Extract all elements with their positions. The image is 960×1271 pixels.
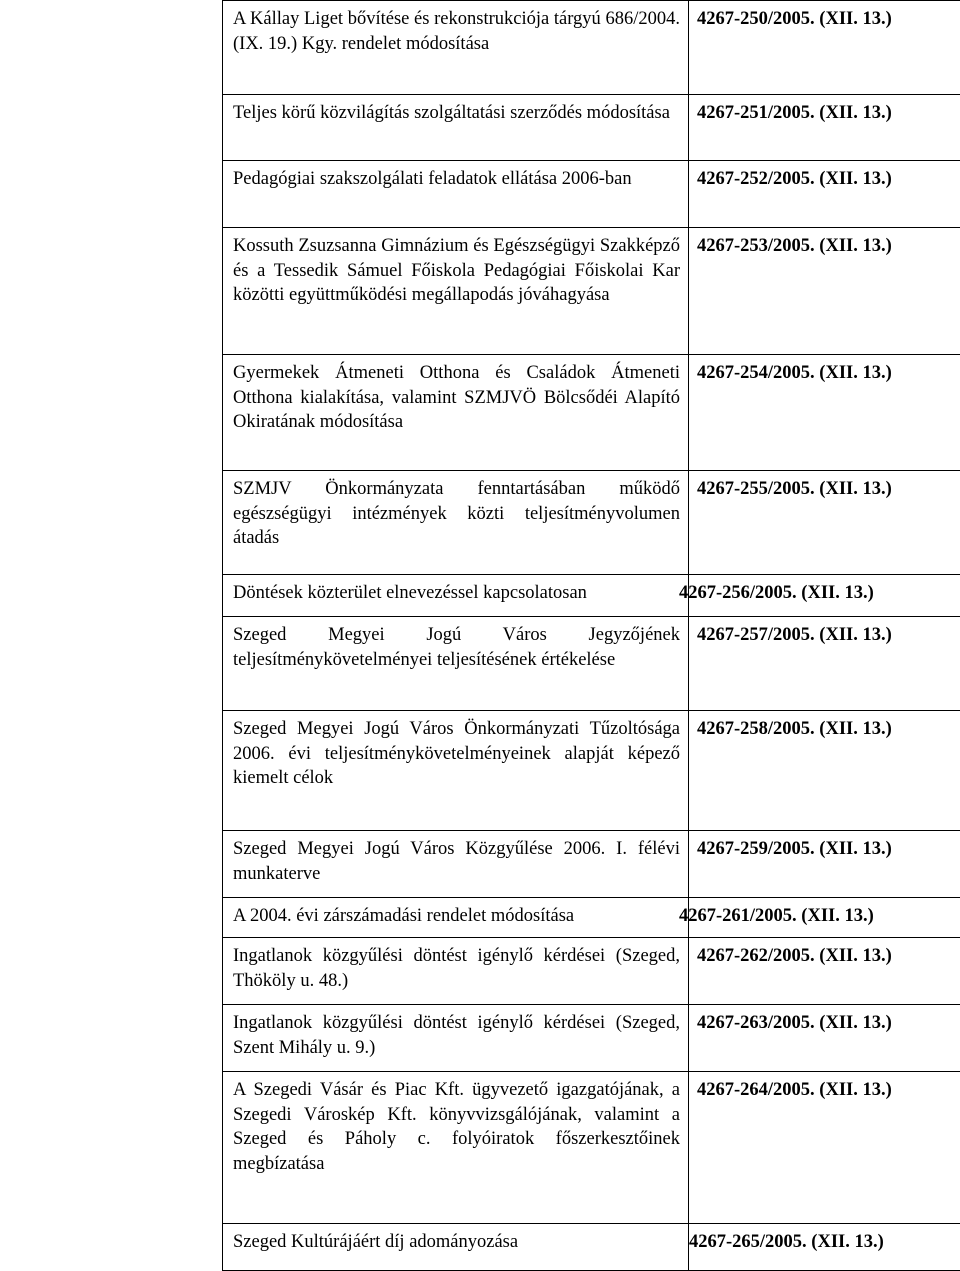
row-decision-cell <box>689 228 960 355</box>
row-decision-cell <box>689 1224 960 1271</box>
row-decision-number: 4267-265/2005. (XII. 13.) <box>689 1232 884 1252</box>
row-title-cell <box>223 95 689 161</box>
table-row <box>223 1072 960 1224</box>
row-decision-number: 4267-250/2005. (XII. 13.) <box>697 9 892 29</box>
row-title-cell <box>223 617 689 711</box>
row-title-cell <box>223 938 689 1005</box>
row-title-cell <box>223 1072 689 1224</box>
row-decision-number: 4267-261/2005. (XII. 13.) <box>679 906 874 926</box>
row-title: SZMJV Önkormányzata fenntartásában működő egészségügyi intézmények közti teljesítményvolumen átadás <box>233 477 680 551</box>
row-decision-cell <box>689 711 960 831</box>
row-title-cell <box>223 228 689 355</box>
table-row <box>223 161 960 228</box>
row-title-cell <box>223 898 689 938</box>
table-row <box>223 898 960 938</box>
row-title: Gyermekek Átmeneti Otthona és Családok Átmeneti Otthona kialakítása, valamint SZMJVÖ Bölcsődéi Alapító Okiratának módosítása <box>233 361 680 435</box>
row-decision-number: 4267-258/2005. (XII. 13.) <box>697 719 892 739</box>
table-row <box>223 617 960 711</box>
row-decision-number: 4267-253/2005. (XII. 13.) <box>697 236 892 256</box>
row-title: Ingatlanok közgyűlési döntést igénylő kérdései (Szeged, Szent Mihály u. 9.) <box>233 1011 680 1060</box>
table-row <box>223 1005 960 1072</box>
row-title-cell <box>223 1224 689 1271</box>
decisions-table <box>222 0 960 1271</box>
row-title: Szeged Kultúrájáért díj adományozása <box>233 1232 518 1252</box>
row-title: Teljes körű közvilágítás szolgáltatási szerződés módosítása <box>233 101 680 126</box>
row-decision-cell <box>689 938 960 1005</box>
row-decision-cell <box>689 898 960 938</box>
row-decision-cell <box>689 617 960 711</box>
table-row <box>223 471 960 575</box>
row-decision-cell <box>689 95 960 161</box>
table-row <box>223 711 960 831</box>
table-row <box>223 831 960 898</box>
row-decision-cell <box>689 1 960 95</box>
row-title: Szeged Megyei Jogú Város Önkormányzati Tűzoltósága 2006. évi teljesítménykövetelményeinek alapját képező kiemelt célok <box>233 717 680 791</box>
row-decision-number: 4267-254/2005. (XII. 13.) <box>697 363 892 383</box>
row-title: A Szegedi Vásár és Piac Kft. ügyvezető igazgatójának, a Szegedi Városkép Kft. könyvvizsgálójának, valamint a Szeged és Páholy c. folyóiratok főszerkesztőinek megbízatása <box>233 1078 680 1176</box>
row-title: Ingatlanok közgyűlési döntést igénylő kérdései (Szeged, Thököly u. 48.) <box>233 944 680 993</box>
table-row <box>223 1 960 95</box>
row-decision-cell <box>689 1005 960 1072</box>
row-decision-cell <box>689 575 960 617</box>
row-decision-number: 4267-257/2005. (XII. 13.) <box>697 625 892 645</box>
row-decision-number: 4267-256/2005. (XII. 13.) <box>679 583 874 603</box>
table-row <box>223 228 960 355</box>
table-row <box>223 938 960 1005</box>
row-title: Döntések közterület elnevezéssel kapcsolatosan <box>233 583 587 603</box>
row-title: A 2004. évi zárszámadási rendelet módosítása <box>233 906 574 926</box>
row-decision-number: 4267-262/2005. (XII. 13.) <box>697 946 892 966</box>
table-row <box>223 355 960 471</box>
row-decision-cell <box>689 471 960 575</box>
row-decision-cell <box>689 831 960 898</box>
row-title-cell <box>223 471 689 575</box>
row-decision-number: 4267-259/2005. (XII. 13.) <box>697 839 892 859</box>
table-row <box>223 95 960 161</box>
row-decision-number: 4267-252/2005. (XII. 13.) <box>697 169 892 189</box>
row-title-cell <box>223 1 689 95</box>
row-decision-number: 4267-264/2005. (XII. 13.) <box>697 1080 892 1100</box>
row-decision-number: 4267-255/2005. (XII. 13.) <box>697 479 892 499</box>
row-title-cell <box>223 575 689 617</box>
row-title: Szeged Megyei Jogú Város Jegyzőjének teljesítménykövetelményei teljesítésének értékelése <box>233 623 680 672</box>
row-decision-cell <box>689 1072 960 1224</box>
row-decision-cell <box>689 355 960 471</box>
row-title: Szeged Megyei Jogú Város Közgyűlése 2006. I. félévi munkaterve <box>233 837 680 886</box>
table-row <box>223 1224 960 1271</box>
row-title-cell <box>223 161 689 228</box>
row-title: A Kállay Liget bővítése és rekonstrukciója tárgyú 686/2004. (IX. 19.) Kgy. rendelet módosítása <box>233 7 680 56</box>
row-title-cell <box>223 831 689 898</box>
row-decision-cell <box>689 161 960 228</box>
row-title-cell <box>223 355 689 471</box>
row-decision-number: 4267-263/2005. (XII. 13.) <box>697 1013 892 1033</box>
row-title-cell <box>223 711 689 831</box>
row-decision-number: 4267-251/2005. (XII. 13.) <box>697 103 892 123</box>
row-title-cell <box>223 1005 689 1072</box>
row-title: Kossuth Zsuzsanna Gimnázium és Egészségügyi Szakképző és a Tessedik Sámuel Főiskola Pedagógiai Főiskolai Kar közötti együttműködési megállapodás jóváhagyása <box>233 234 680 308</box>
row-title: Pedagógiai szakszolgálati feladatok ellátása 2006-ban <box>233 167 680 192</box>
table-row <box>223 575 960 617</box>
